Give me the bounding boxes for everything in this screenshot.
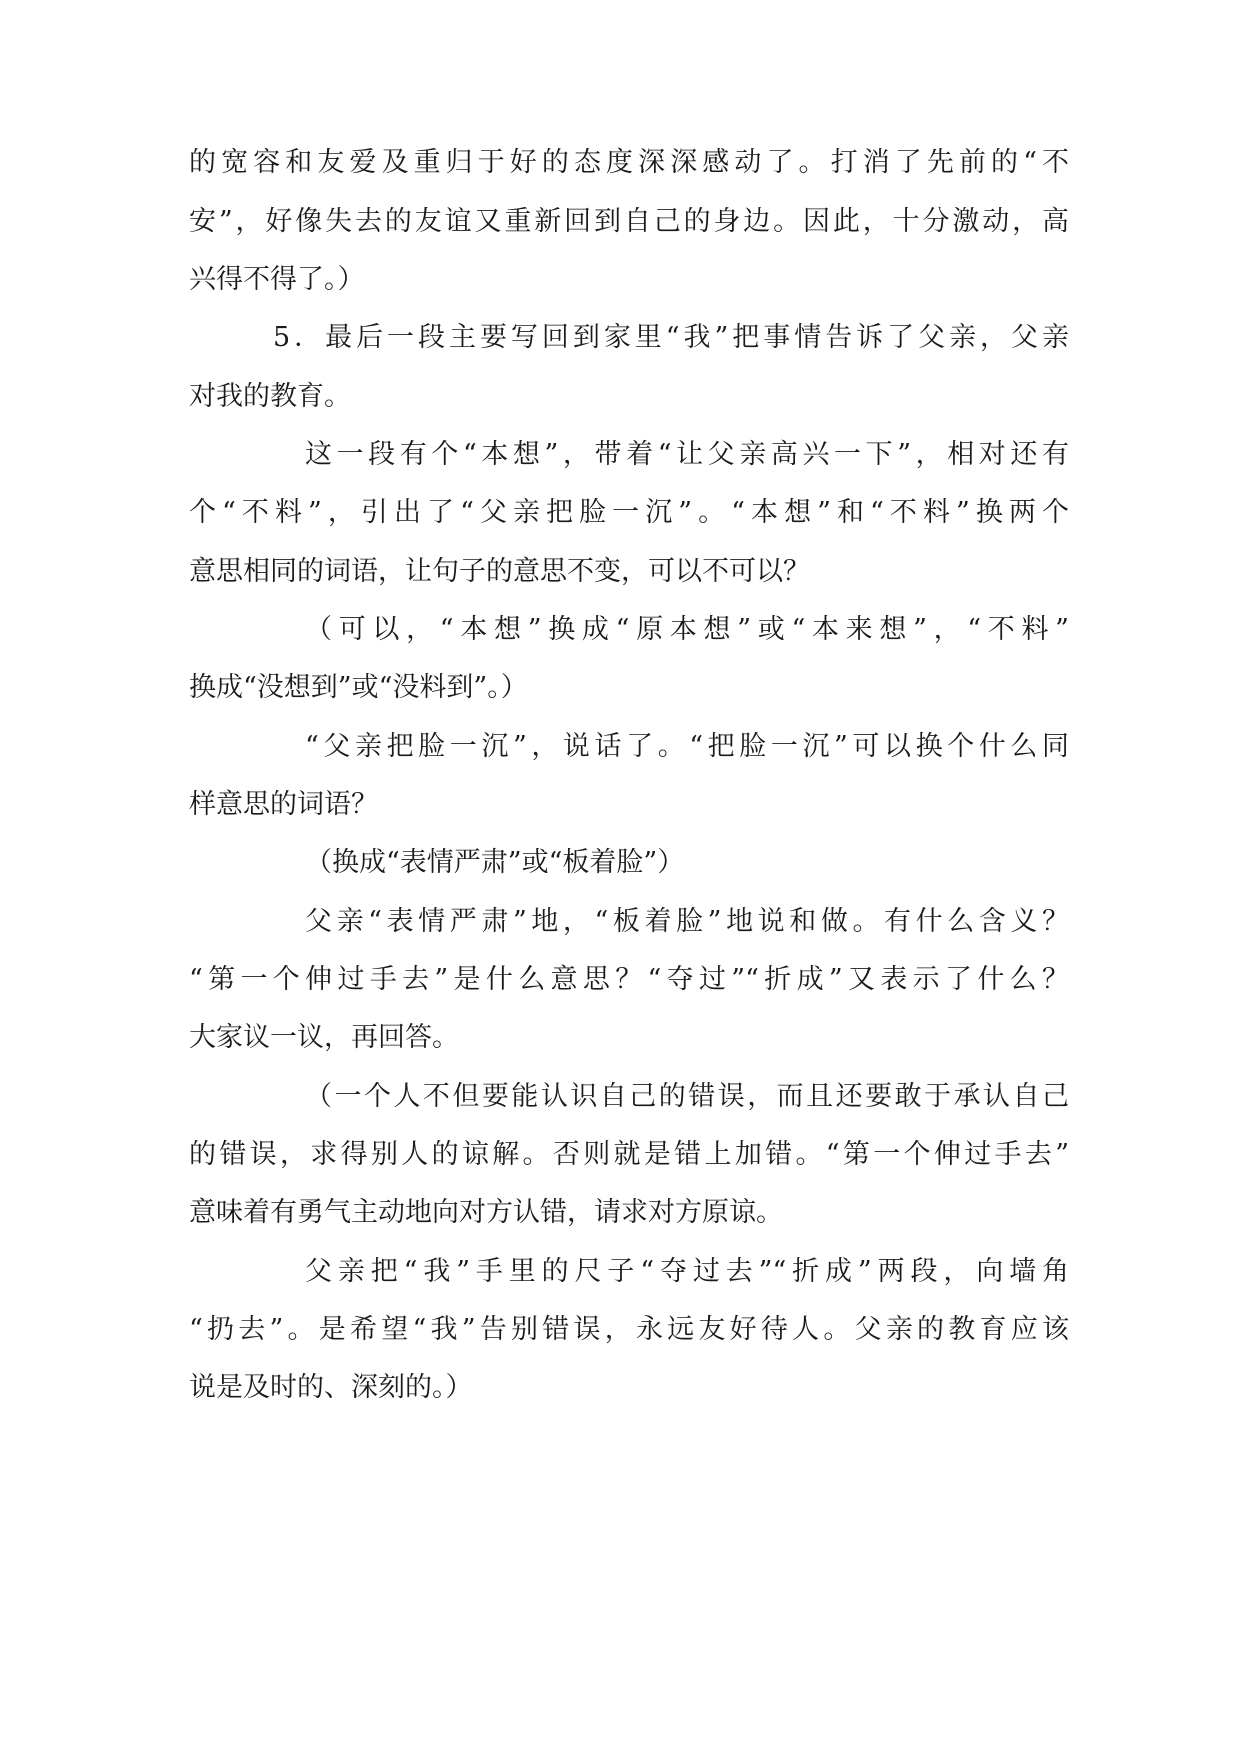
text-line: 大家议一议，再回答。: [189, 1022, 459, 1053]
text-line: 说是及时的、深刻的。）: [189, 1372, 473, 1403]
text-line: （一个人不但要能认识自己的错误，而且还要敢于承认自己: [305, 1081, 1069, 1112]
text-line: “扔去”。是希望“我”告别错误，永远友好待人。父亲的教育应该: [189, 1314, 1069, 1345]
text-line: 这一段有个“本想”，带着“让父亲高兴一下”，相对还有: [305, 439, 1069, 470]
text-line: 样意思的词语？: [189, 789, 378, 820]
text-line: 的宽容和友爱及重归于好的态度深深感动了。打消了先前的“不: [189, 147, 1069, 178]
text-line: 兴得不得了。）: [189, 264, 365, 295]
text-line: 个“不料”，引出了“父亲把脸一沉”。“本想”和“不料”换两个: [189, 497, 1069, 528]
text-line: 对我的教育。: [189, 381, 351, 412]
text-line: 父亲“表情严肃”地，“板着脸”地说和做。有什么含义？: [305, 906, 1069, 937]
text-line: 意思相同的词语，让句子的意思不变，可以不可以？: [189, 556, 810, 587]
text-line: （可以，“本想”换成“原本想”或“本来想”，“不料”: [305, 614, 1069, 645]
text-line: 的错误，求得别人的谅解。否则就是错上加错。“第一个伸过手去”: [189, 1139, 1069, 1170]
text-line: 安”，好像失去的友谊又重新回到自己的身边。因此，十分激动，高: [189, 206, 1069, 237]
text-line: “第一个伸过手去”是什么意思？“夺过”“折成”又表示了什么？: [189, 964, 1069, 995]
text-line: 5．最后一段主要写回到家里“我”把事情告诉了父亲，父亲: [273, 322, 1069, 353]
text-line: 意味着有勇气主动地向对方认错，请求对方原谅。: [189, 1197, 783, 1228]
text-line: “父亲把脸一沉”，说话了。“把脸一沉”可以换个什么同: [305, 731, 1069, 762]
text-line: 父亲把“我”手里的尺子“夺过去”“折成”两段，向墙角: [305, 1256, 1069, 1287]
text-line: （换成“表情严肃”或“板着脸”）: [305, 847, 685, 878]
text-line: 换成“没想到”或“没料到”。）: [189, 672, 528, 703]
